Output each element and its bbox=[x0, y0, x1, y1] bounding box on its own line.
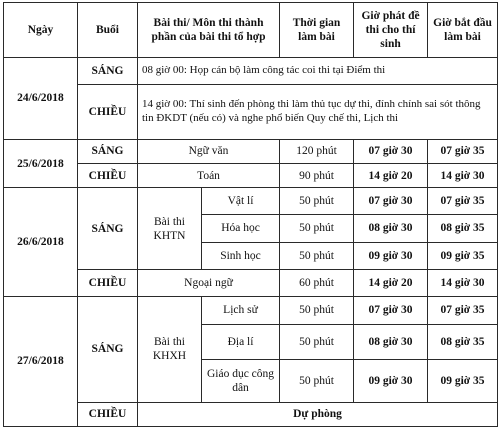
session-cell: SÁNG bbox=[78, 139, 138, 163]
duration-cell: 60 phút bbox=[280, 270, 354, 297]
table-row bbox=[4, 58, 498, 85]
subject-cell: Giáo dục công dân bbox=[202, 360, 280, 402]
session-cell: SÁNG bbox=[78, 296, 138, 402]
bat-dau-cell: 07 giờ 35 bbox=[428, 296, 498, 325]
subject-cell: Lịch sử bbox=[202, 296, 280, 325]
table-row bbox=[4, 188, 498, 215]
subject-cell: Ngữ văn bbox=[138, 139, 280, 163]
session-cell: CHIỀU bbox=[78, 164, 138, 188]
bat-dau-cell: 07 giờ 35 bbox=[428, 139, 498, 163]
phat-de-cell: 09 giờ 30 bbox=[354, 360, 428, 402]
bat-dau-cell: 08 giờ 35 bbox=[428, 325, 498, 360]
note-cell: 14 giờ 00: Thí sinh đến phòng thi làm thủ tục dự thi, đính chính sai sót thông tin ĐKDT (nếu có) và nghe phổ biến Quy chế thi, Lịch thi bbox=[138, 84, 498, 139]
table-row bbox=[4, 296, 498, 325]
phat-de-cell: 08 giờ 30 bbox=[354, 325, 428, 360]
subject-cell: Vật lí bbox=[202, 188, 280, 215]
duration-cell: 90 phút bbox=[280, 164, 354, 188]
duration-cell: 50 phút bbox=[280, 188, 354, 215]
date-cell: 27/6/2018 bbox=[4, 296, 78, 426]
table-row bbox=[4, 402, 498, 426]
header-ngay: Ngày bbox=[4, 3, 78, 58]
subject-cell: Ngoại ngữ bbox=[138, 270, 280, 297]
phat-de-cell: 09 giờ 30 bbox=[354, 242, 428, 270]
session-cell: CHIỀU bbox=[78, 84, 138, 139]
subject-cell: Toán bbox=[138, 164, 280, 188]
bat-dau-cell: 09 giờ 35 bbox=[428, 242, 498, 270]
duration-cell: 50 phút bbox=[280, 325, 354, 360]
header-thoi-gian: Thời gian làm bài bbox=[280, 3, 354, 58]
group-cell: Bài thi KHXH bbox=[138, 296, 202, 402]
note-cell: 08 giờ 00: Họp cán bộ làm công tác coi thi tại Điểm thi bbox=[138, 58, 498, 85]
note-cell: Dự phòng bbox=[138, 402, 498, 426]
duration-cell: 50 phút bbox=[280, 242, 354, 270]
phat-de-cell: 07 giờ 30 bbox=[354, 188, 428, 215]
header-bai-thi: Bài thi/ Môn thi thành phần của bài thi tổ hợp bbox=[138, 3, 280, 58]
header-gio-bat-dau: Giờ bắt đầu làm bài bbox=[428, 3, 498, 58]
table-row bbox=[4, 84, 498, 139]
phat-de-cell: 14 giờ 20 bbox=[354, 164, 428, 188]
table-row bbox=[4, 139, 498, 163]
header-row bbox=[4, 3, 498, 58]
duration-cell: 50 phút bbox=[280, 296, 354, 325]
subject-cell: Hóa học bbox=[202, 214, 280, 242]
phat-de-cell: 14 giờ 20 bbox=[354, 270, 428, 297]
phat-de-cell: 07 giờ 30 bbox=[354, 139, 428, 163]
date-cell: 26/6/2018 bbox=[4, 188, 78, 296]
header-gio-phat-de: Giờ phát đề thi cho thí sinh bbox=[354, 3, 428, 58]
subject-cell: Sinh học bbox=[202, 242, 280, 270]
session-cell: CHIỀU bbox=[78, 270, 138, 297]
table-row bbox=[4, 270, 498, 297]
subject-cell: Địa lí bbox=[202, 325, 280, 360]
session-cell: CHIỀU bbox=[78, 402, 138, 426]
table-row bbox=[4, 164, 498, 188]
phat-de-cell: 07 giờ 30 bbox=[354, 296, 428, 325]
group-cell: Bài thi KHTN bbox=[138, 188, 202, 270]
session-cell: SÁNG bbox=[78, 58, 138, 85]
bat-dau-cell: 09 giờ 35 bbox=[428, 360, 498, 402]
bat-dau-cell: 14 giờ 30 bbox=[428, 164, 498, 188]
duration-cell: 50 phút bbox=[280, 214, 354, 242]
phat-de-cell: 08 giờ 30 bbox=[354, 214, 428, 242]
bat-dau-cell: 08 giờ 35 bbox=[428, 214, 498, 242]
duration-cell: 120 phút bbox=[280, 139, 354, 163]
duration-cell: 50 phút bbox=[280, 360, 354, 402]
bat-dau-cell: 07 giờ 35 bbox=[428, 188, 498, 215]
bat-dau-cell: 14 giờ 30 bbox=[428, 270, 498, 297]
date-cell: 24/6/2018 bbox=[4, 58, 78, 140]
session-cell: SÁNG bbox=[78, 188, 138, 270]
date-cell: 25/6/2018 bbox=[4, 139, 78, 188]
header-buoi: Buổi bbox=[78, 3, 138, 58]
exam-schedule-table bbox=[3, 2, 498, 427]
